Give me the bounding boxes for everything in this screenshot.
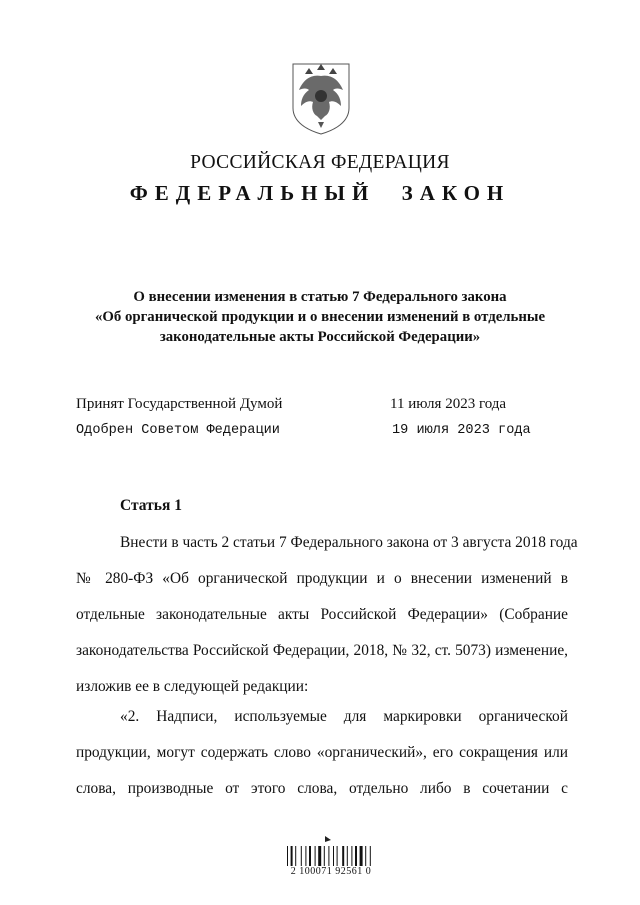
- barcode-bar: [305, 846, 306, 866]
- barcode-bar: [324, 846, 325, 866]
- law-title-line: О внесении изменения в статью 7 Федерального закона: [133, 289, 507, 305]
- barcode-bar: [355, 846, 357, 866]
- barcode-bar: [301, 846, 302, 866]
- paragraph-line: изложив ее в следующей редакции:: [76, 678, 309, 695]
- barcode-bar: [370, 846, 371, 866]
- paragraph-line: № 280-ФЗ «Об органической продукции и о внесении изменений в: [76, 570, 568, 587]
- barcode-bar: [333, 846, 334, 866]
- law-title-line: «Об органической продукции и о внесении изменений в отдельные: [94, 309, 546, 325]
- barcode-bar: [328, 846, 329, 866]
- barcode-bar: [295, 846, 296, 866]
- barcode-bar: [315, 846, 316, 866]
- barcode-bar: [287, 846, 288, 866]
- law-title: [0, 287, 640, 347]
- coat-of-arms-icon: [289, 60, 353, 136]
- document-type: ФЕДЕРАЛЬНЫЙ ЗАКОН: [129, 181, 511, 205]
- paragraph-line: «2. Надписи, используемые для маркировки органической: [120, 708, 568, 725]
- paragraph-line: Внести в часть 2 статьи 7 Федерального закона от 3 августа 2018 года: [120, 534, 578, 551]
- barcode-number: 2 100071 92561 0: [290, 866, 372, 877]
- law-title-line: законодательные акты Российской Федерации»: [159, 329, 481, 345]
- barcode-bar: [365, 846, 366, 866]
- duma-adoption-label: Принят Государственной Думой: [76, 396, 283, 412]
- barcode-bar: [347, 846, 348, 866]
- barcode-bar: [351, 846, 352, 866]
- article-heading: Статья 1: [120, 497, 182, 514]
- barcode-bar: [309, 846, 311, 866]
- signature-mark-icon: [325, 836, 331, 842]
- duma-adoption-date: 11 июля 2023 года: [390, 396, 507, 412]
- barcode: [285, 832, 377, 892]
- paragraph-line: продукции, могут содержать слово «органический», его сокращения или: [76, 744, 568, 761]
- paragraph-line: слова, производные от этого слова, отдельно либо в сочетании с: [76, 780, 568, 797]
- barcode-bar: [342, 846, 344, 866]
- paragraph-line: отдельные законодательные акты Российской Федерации» (Собрание: [76, 606, 568, 623]
- paragraph-line: законодательства Российской Федерации, 2018, № 32, ст. 5073) изменение,: [76, 642, 568, 659]
- barcode-bar: [337, 846, 338, 866]
- barcode-bar: [318, 846, 321, 866]
- barcode-bar: [291, 846, 293, 866]
- council-approval-label: Одобрен Советом Федерации: [76, 423, 280, 438]
- country-name: РОССИЙСКАЯ ФЕДЕРАЦИЯ: [190, 152, 450, 173]
- council-approval-date: 19 июля 2023 года: [392, 423, 531, 438]
- barcode-bar: [360, 846, 363, 866]
